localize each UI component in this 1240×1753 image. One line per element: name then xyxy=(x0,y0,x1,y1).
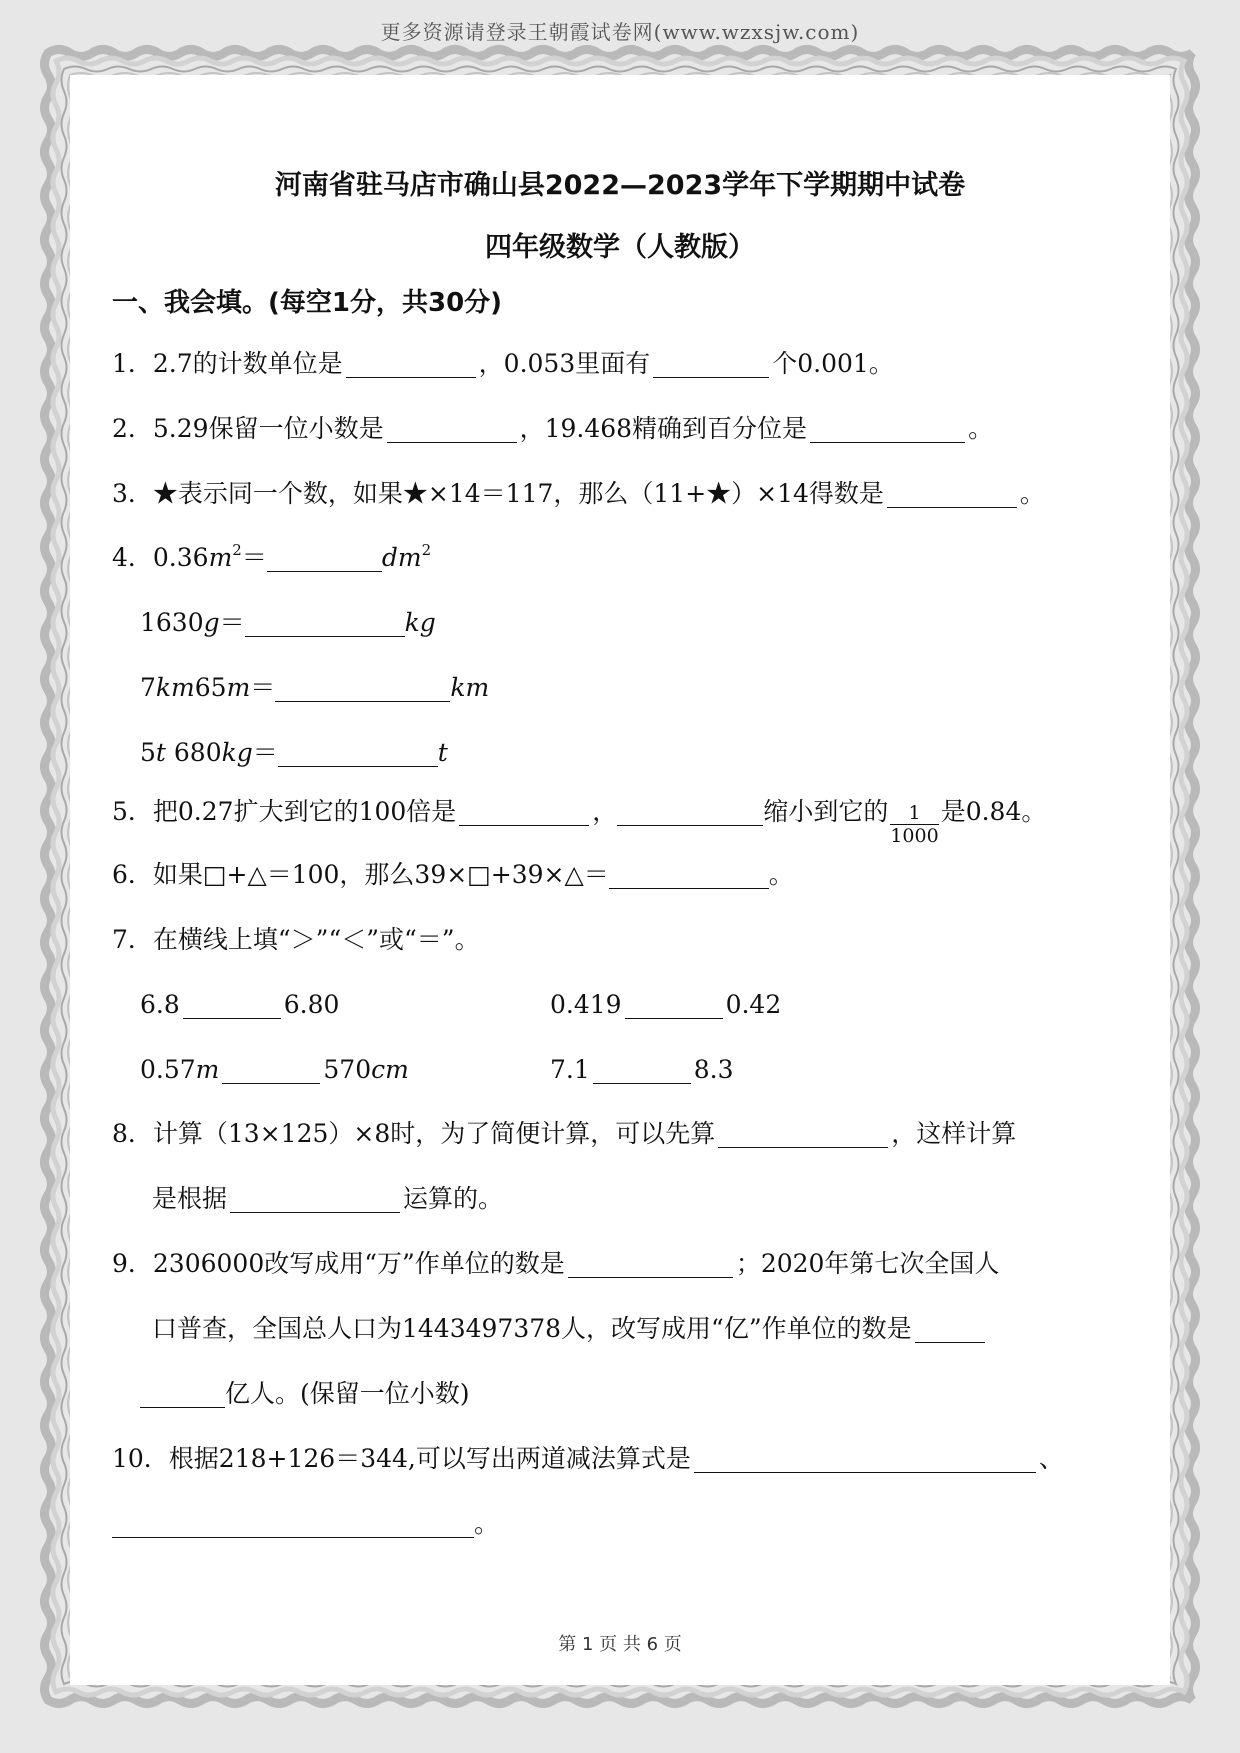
answer-blank[interactable] xyxy=(593,1057,691,1084)
section-heading: 一、我会填。(每空1分，共30分) xyxy=(112,288,503,318)
answer-blank[interactable] xyxy=(887,481,1017,508)
answer-blank[interactable] xyxy=(245,610,405,637)
question-7: 7．在横线上填“＞”“＜”或“＝”。 xyxy=(112,925,480,954)
answer-blank[interactable] xyxy=(346,351,476,378)
question-8: 8．计算（13×125）×8时，为了简便计算，可以先算 ，这样计算 xyxy=(112,1119,1017,1148)
exam-subtitle: 四年级数学（人教版） xyxy=(485,232,755,263)
question-4-line-3: 7km65m＝ km xyxy=(140,673,490,702)
answer-blank[interactable] xyxy=(112,1511,474,1538)
question-4-line-2: 1630g＝ kg xyxy=(140,608,436,637)
question-7-item: 6.8 6.80 xyxy=(140,990,340,1019)
question-7-item: 0.57m 570cm xyxy=(140,1055,409,1084)
question-7-item: 7.1 8.3 xyxy=(550,1055,734,1084)
answer-blank[interactable] xyxy=(230,1186,400,1213)
answer-blank[interactable] xyxy=(617,799,763,826)
answer-blank[interactable] xyxy=(387,416,517,443)
answer-blank[interactable] xyxy=(278,740,438,767)
answer-blank[interactable] xyxy=(718,1121,888,1148)
answer-blank[interactable] xyxy=(653,351,769,378)
question-9-line-3: 亿人。(保留一位小数) xyxy=(140,1377,470,1411)
answer-blank[interactable] xyxy=(694,1446,1036,1473)
question-9-line-2: 口普查，全国总人口为1443497378人，改写成用“亿”作单位的数是 xyxy=(152,1312,988,1346)
answer-blank[interactable] xyxy=(267,545,382,572)
question-4-line-1: 4．$0.36m^2= dm^2$ xyxy=(112,541,432,572)
answer-blank[interactable] xyxy=(275,675,450,702)
top-banner: 更多资源请登录王朝霞试卷网(www.wzxsjw.com) xyxy=(380,20,860,44)
question-8-line-2: 是根据 运算的。 xyxy=(152,1184,504,1213)
question-7-item: 0.419 0.42 xyxy=(550,990,782,1019)
exam-page xyxy=(70,75,1170,1685)
question-4-line-4: 5t 680kg＝ t xyxy=(140,738,448,767)
answer-blank[interactable] xyxy=(810,416,965,443)
question-3: 3．★表示同一个数，如果★×14＝117，那么（11+★）×14得数是 。 xyxy=(112,479,1045,508)
answer-blank[interactable] xyxy=(459,799,589,826)
question-9: 9．2306000改写成用“万”作单位的数是 ；2020年第七次全国人 xyxy=(112,1249,1000,1278)
exam-title: 河南省驻马店市确山县2022—2023学年下学期期中试卷 xyxy=(274,170,966,201)
answer-blank[interactable] xyxy=(568,1251,733,1278)
answer-blank[interactable] xyxy=(183,992,281,1019)
answer-blank[interactable] xyxy=(915,1316,985,1343)
answer-blank[interactable] xyxy=(222,1057,320,1084)
answer-blank[interactable] xyxy=(140,1381,225,1408)
page-footer: 第 1 页 共 6 页 xyxy=(558,1634,682,1655)
answer-blank[interactable] xyxy=(625,992,723,1019)
question-2: 2．5.29保留一位小数是 ，19.468精确到百分位是 。 xyxy=(112,414,994,443)
fraction: $\frac{1}{1000}$ xyxy=(890,802,939,847)
answer-blank[interactable] xyxy=(609,862,769,889)
question-10-line-2: 。 xyxy=(112,1507,499,1541)
question-1: 1．2.7的计数单位是 ，0.053里面有 个0.001。 xyxy=(112,349,894,378)
question-6: 6．如果□+△＝100，那么39×□+39×△＝ 。 xyxy=(112,860,794,889)
question-10: 10．根据218+126＝344,可以写出两道减法算式是 、 xyxy=(112,1444,1064,1473)
question-5: 5．把0.27扩大到它的100倍是 ， 缩小到它的 $\frac{1}{1000}$ 是0.84。 xyxy=(112,797,1047,847)
